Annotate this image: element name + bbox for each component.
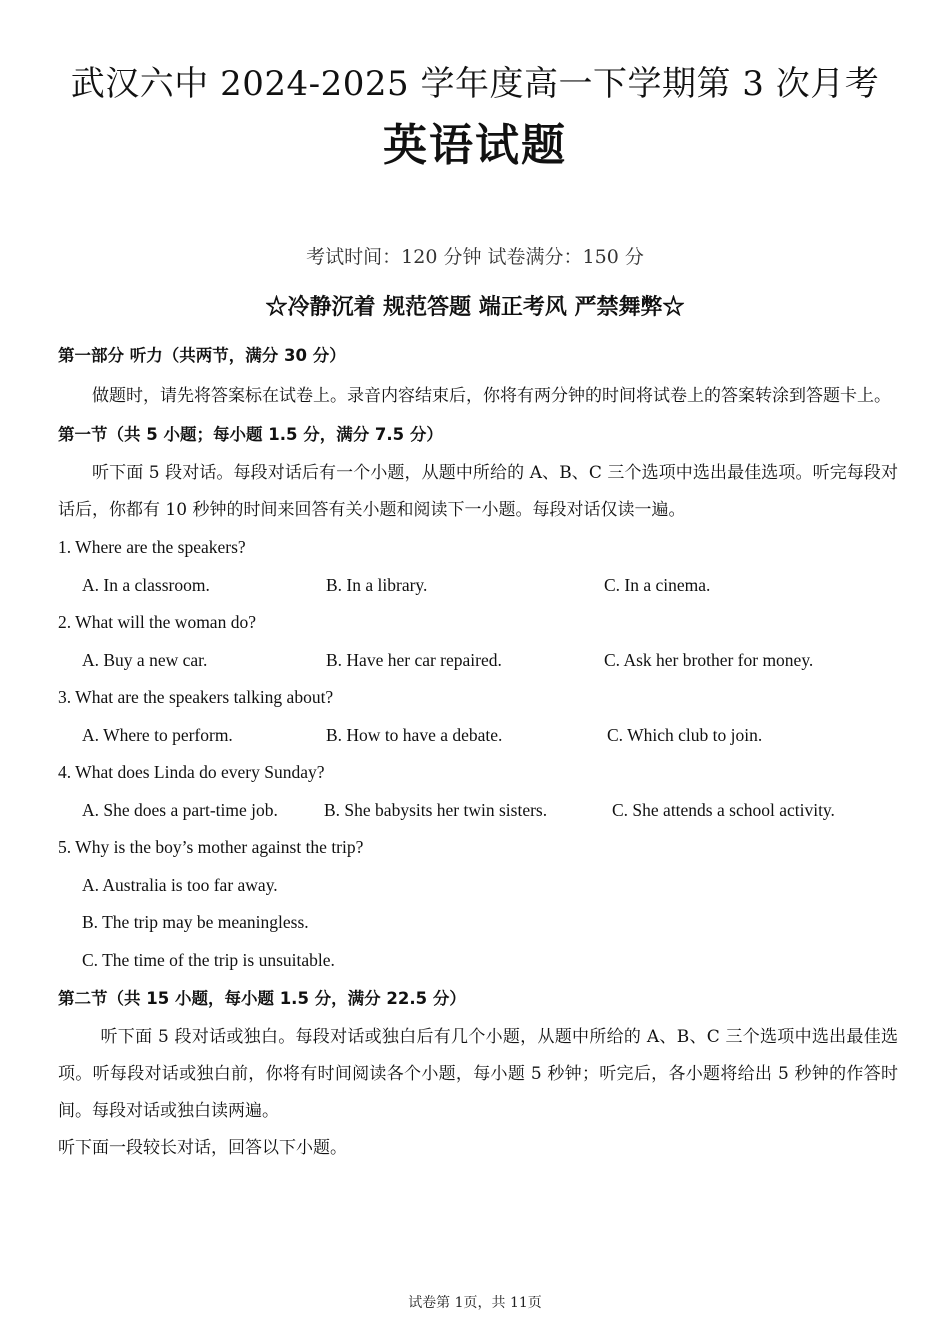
option-a: A. She does a part-time job. [82,799,278,820]
question-4 [58,754,898,829]
option-c: C. The time of the trip is unsuitable. [82,949,335,970]
section2-lead: 听下面一段较长对话，回答以下小题。 [58,1138,347,1158]
question-stem: 2. What will the woman do? [58,612,256,632]
option-b: B. In a library. [326,574,428,595]
option-c: C. Ask her brother for money. [604,649,814,670]
exam-title: 武汉六中 2024-2025 学年度高一下学期第 3 次月考 [70,64,880,104]
option-b: B. She babysits her twin sisters. [324,799,548,820]
question-stem: 3. What are the speakers talking about? [58,687,334,707]
question-2 [58,604,898,679]
option-b: B. How to have a debate. [326,724,503,745]
option-c: C. In a cinema. [604,574,711,595]
option-a: A. Australia is too far away. [82,874,278,895]
option-b: B. The trip may be meaningless. [82,912,309,932]
option-c: C. Which club to join. [607,724,763,745]
section2-heading: 第二节（共 15 小题，每小题 1.5 分，满分 22.5 分） [58,989,466,1008]
question-5 [58,829,898,979]
question-1 [58,529,898,604]
question-options [82,642,898,680]
page-footer: 试卷第 1页，共 11页 [408,1295,542,1311]
question-options [82,792,898,830]
option-b: B. Have her car repaired. [326,649,502,670]
section2-instruction: 听下面 5 段对话或独白。每段对话或独白后有几个小题，从题中所给的 A、B、C 三个选项中选出最佳选项。听每段对话或独白前，你将有时间阅读各个小题，每小题 5 秒钟；听完后，各小题将给出 5 秒钟的作答时间。每段对话或独白读两遍。 [58,1027,898,1121]
exam-info: 考试时间：120 分钟 试卷满分：150 分 [306,246,644,268]
exam-subtitle: 英语试题 [383,120,567,171]
exam-motto: ☆冷静沉着 规范答题 端正考风 严禁舞弊☆ [265,294,685,320]
section1-heading: 第一节（共 5 小题；每小题 1.5 分，满分 7.5 分） [58,425,443,444]
option-a: A. In a classroom. [82,574,210,595]
question-stem: 1. Where are the speakers? [58,537,246,557]
question-3 [58,679,898,754]
part1-instruction: 做题时，请先将答案标在试卷上。录音内容结束后，你将有两分钟的时间将试卷上的答案转涂到答题卡上。 [92,386,891,406]
section1-instruction: 听下面 5 段对话。每段对话后有一个小题，从题中所给的 A、B、C 三个选项中选出最佳选项。听完每段对话后，你都有 10 秒钟的时间来回答有关小题和阅读下一小题。每段对话仅读一遍。 [58,463,898,520]
exam-content [58,340,898,1167]
part1-heading: 第一部分 听力（共两节，满分 30 分） [58,346,346,365]
option-a: A. Where to perform. [82,724,233,745]
question-options [82,567,898,605]
option-c: C. She attends a school activity. [612,799,835,820]
question-options [82,717,898,755]
question-stem: 5. Why is the boy’s mother against the trip? [58,837,364,857]
option-a: A. Buy a new car. [82,649,208,670]
question-stem: 4. What does Linda do every Sunday? [58,762,325,782]
